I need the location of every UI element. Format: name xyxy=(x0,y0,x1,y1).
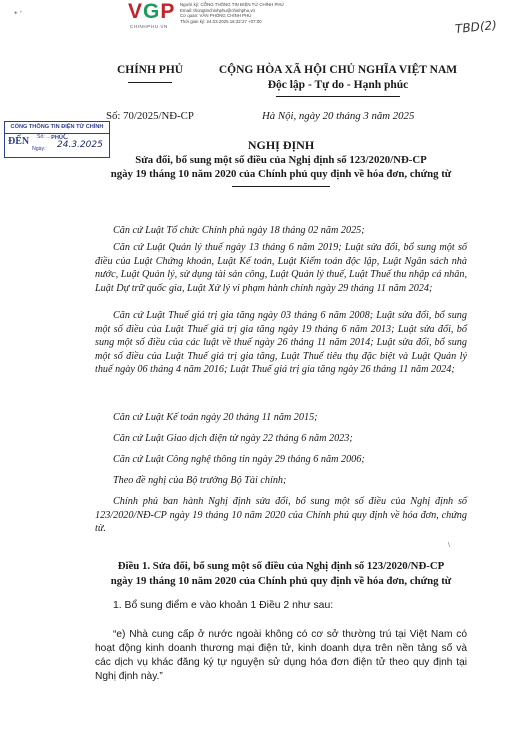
corner-marks: * ʼ xyxy=(14,10,22,18)
vgp-logo xyxy=(128,0,175,24)
country-name: CỘNG HÒA XÃ HỘI CHỦ NGHĨA VIỆT NAM xyxy=(218,64,458,76)
preamble-paragraph: Căn cứ Luật Thuế giá trị gia tăng ngày 03 tháng 6 năm 2008; Luật sửa đổi, bổ sung một số điều của Luật Thuế giá trị gia tăng ngày 19 tháng 6 năm 2013; Luật sửa đổi, bổ sung một số điều của các luật về thuế ngày 26 tháng 11 năm 2014; Luật sửa đổi, bổ sung một số điều của Luật Thuế giá trị gia tăng, Luật Thuế tiêu thụ đặc biệt và Luật Quản lý thuế ngày 06 tháng 4 năm 2016; Luật Thuế giá trị gia tăng ngày 26 tháng 11 năm 2024; xyxy=(95,310,467,376)
stamp-number-label: Số: ... xyxy=(37,134,51,140)
logo-subtitle: CHINHPHU.VN xyxy=(130,24,168,29)
title-line-2: ngày 19 tháng 10 năm 2020 của Chính phủ quy định về hóa đơn, chứng từ xyxy=(110,168,452,180)
article-1-item-1: 1. Bổ sung điểm e vào khoản 1 Điều 2 như sau: xyxy=(113,600,334,611)
article-1-heading-line-1: Điều 1. Sửa đổi, bổ sung một số điều của Nghị định số 123/2020/NĐ-CP xyxy=(117,560,445,572)
place-and-date: Hà Nội, ngày 20 tháng 3 năm 2025 xyxy=(262,110,415,122)
signature-time: Thời gian ký: 24.03.2025 16:32:27 +07:00 xyxy=(180,18,262,24)
digital-signature xyxy=(180,2,284,24)
handwritten-note: TBD(2) xyxy=(454,17,498,37)
article-1-quote: “e) Nhà cung cấp ở nước ngoài không có cơ sở thường trú tại Việt Nam có hoạt động kinh doanh thương mại điện tử, kinh doanh dựa trên nền tảng số và các dịch vụ khác đăng ký tự nguyện sử dụng hóa đơn điện tử theo quy định tại Nghị định này.” xyxy=(95,629,467,682)
preamble-paragraph: Căn cứ Luật Tổ chức Chính phủ ngày 18 tháng 02 năm 2025; xyxy=(113,225,365,236)
document-number: Số: 70/2025/NĐ-CP xyxy=(106,110,194,122)
document-type: NGHỊ ĐỊNH xyxy=(247,138,315,152)
logo-letter-g: G xyxy=(143,0,161,23)
stamp-den-label: ĐẾN xyxy=(8,136,30,147)
preamble-paragraph: Căn cứ Luật Quản lý thuế ngày 13 tháng 6 năm 2019; Luật sửa đổi, bổ sung một số điều của Luật Chứng khoán, Luật Kế toán, Luật Kiểm toán độc lập, Luật Ngân sách nhà nước, Luật Quản lý, sử dụng tài sản công, Luật Quản lý thuế, Luật Thuế thu nhập cá nhân, Luật Dự trữ quốc gia, Luật Xử lý vi phạm hành chính ngày 29 tháng 11 năm 2024; xyxy=(95,242,467,294)
article-1-heading-line-2: ngày 19 tháng 10 năm 2020 của Chính phủ quy định về hóa đơn, chứng từ xyxy=(110,575,452,587)
title-line-1: Sửa đổi, bổ sung một số điều của Nghị định số 123/2020/NĐ-CP xyxy=(135,154,427,166)
stamp-header: CỔNG THÔNG TIN ĐIỆN TỬ CHÍNH PHỦ xyxy=(5,122,109,134)
preamble-paragraph: Theo đề nghị của Bộ trưởng Bộ Tài chính; xyxy=(113,475,287,486)
stamp-date-value: 24.3.2025 xyxy=(57,140,103,150)
preamble-paragraph: Căn cứ Luật Công nghệ thông tin ngày 29 tháng 6 năm 2006; xyxy=(113,454,365,465)
signature-signer: Người ký: CỔNG THÔNG TIN ĐIỆN TỬ CHÍNH PHỦ xyxy=(180,2,284,7)
signature-email: Email: thongtinchinhphu@chinhphu.vn xyxy=(180,7,256,13)
preamble-paragraph: Căn cứ Luật Kế toán ngày 20 tháng 11 năm 2015; xyxy=(113,412,318,423)
motto-underline xyxy=(276,96,400,97)
issuing-agency: CHÍNH PHỦ xyxy=(116,64,184,76)
logo-letter-p: P xyxy=(160,0,176,23)
logo-letter-v: V xyxy=(128,0,144,23)
national-motto: Độc lập - Tự do - Hạnh phúc xyxy=(267,79,409,91)
stray-mark: \ xyxy=(448,541,450,549)
signature-agency: Cơ quan: VĂN PHÒNG CHÍNH PHỦ xyxy=(180,13,252,19)
stamp-date-label: Ngày: xyxy=(32,146,46,152)
stamp-number-value: C xyxy=(63,132,69,141)
title-underline xyxy=(232,186,330,187)
preamble-paragraph: Căn cứ Luật Giao dịch điện tử ngày 22 tháng 6 năm 2023; xyxy=(113,433,353,444)
agency-underline xyxy=(128,82,172,83)
preamble-paragraph: Chính phủ ban hành Nghị định sửa đổi, bổ sung một số điều của Nghị định số 123/2020/NĐ-CP ngày 19 tháng 10 năm 2020 của Chính phủ quy định về hóa đơn, chứng từ. xyxy=(95,496,467,535)
